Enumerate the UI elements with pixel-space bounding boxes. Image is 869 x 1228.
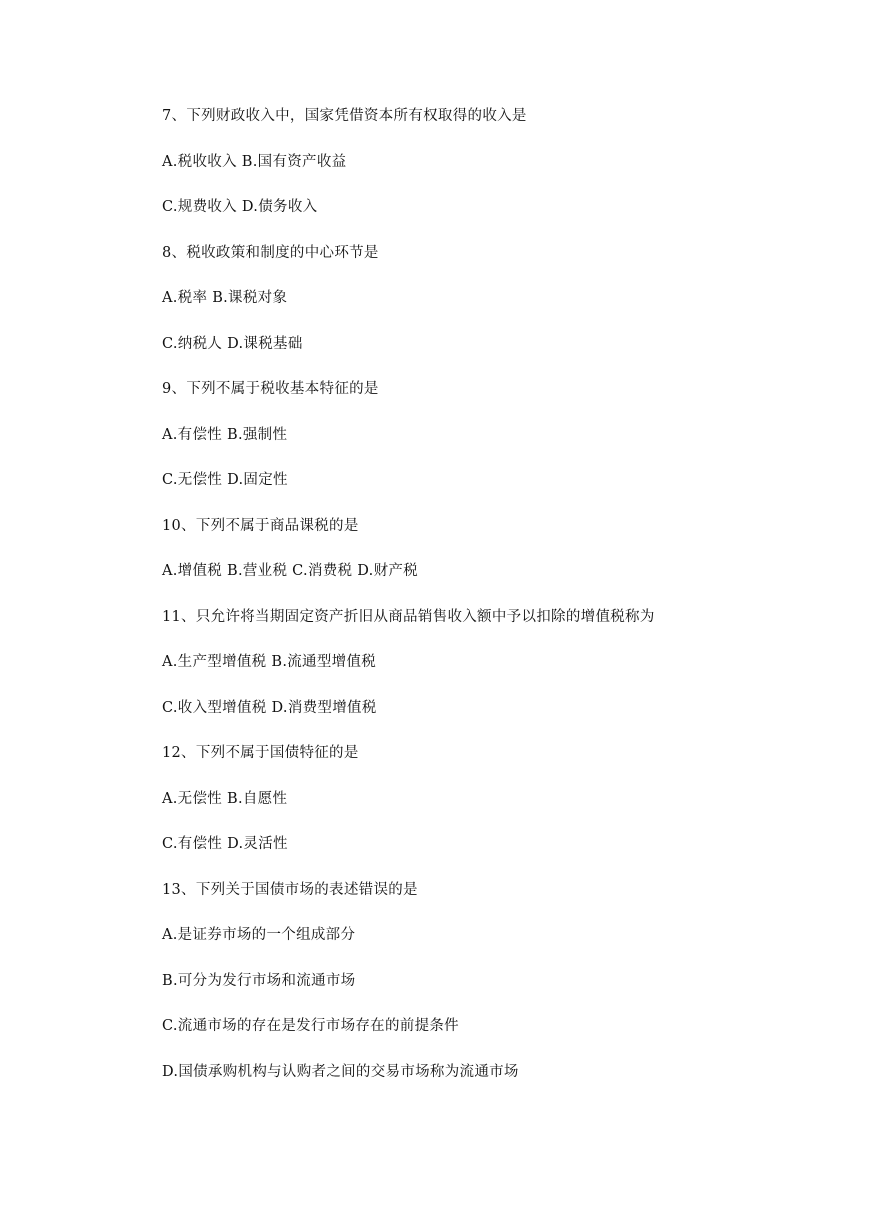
question-11-options-cd: C.收入型增值税 D.消费型增值税	[162, 700, 377, 716]
question-7: 7、下列财政收入中，国家凭借资本所有权取得的收入是	[162, 108, 527, 124]
question-8-options-ab: A.税率 B.课税对象	[162, 290, 288, 306]
question-11: 11、只允许将当期固定资产折旧从商品销售收入额中予以扣除的增值税称为	[162, 609, 655, 625]
question-12-options-cd: C.有偿性 D.灵活性	[162, 836, 288, 852]
question-8-options-cd: C.纳税人 D.课税基础	[162, 336, 303, 352]
question-13: 13、下列关于国债市场的表述错误的是	[162, 882, 418, 898]
question-9-options-cd: C.无偿性 D.固定性	[162, 472, 288, 488]
question-11-options-ab: A.生产型增值税 B.流通型增值税	[162, 654, 377, 670]
question-9: 9、下列不属于税收基本特征的是	[162, 381, 379, 397]
question-13-option-c: C.流通市场的存在是发行市场存在的前提条件	[162, 1018, 459, 1034]
question-13-option-b: B.可分为发行市场和流通市场	[162, 973, 356, 989]
question-7-options-ab: A.税收收入 B.国有资产收益	[162, 154, 347, 170]
question-12: 12、下列不属于国债特征的是	[162, 745, 359, 761]
question-10-options: A.增值税 B.营业税 C.消费税 D.财产税	[162, 563, 418, 579]
question-9-options-ab: A.有偿性 B.强制性	[162, 427, 288, 443]
question-13-option-a: A.是证券市场的一个组成部分	[162, 927, 356, 943]
question-7-options-cd: C.规费收入 D.债务收入	[162, 199, 318, 215]
question-13-option-d: D.国债承购机构与认购者之间的交易市场称为流通市场	[162, 1064, 519, 1080]
question-8: 8、税收政策和制度的中心环节是	[162, 245, 379, 261]
question-10: 10、下列不属于商品课税的是	[162, 518, 359, 534]
question-12-options-ab: A.无偿性 B.自愿性	[162, 791, 288, 807]
